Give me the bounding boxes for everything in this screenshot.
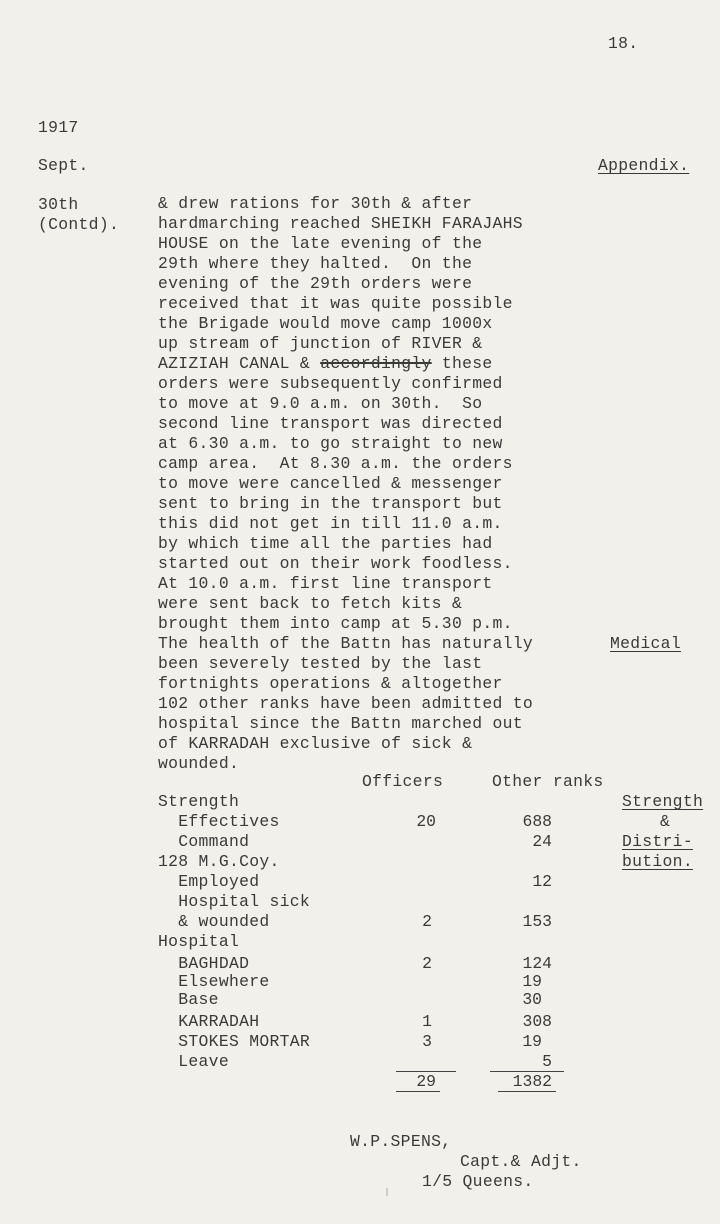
ink-mark [386,1188,388,1196]
table-cell-officers: 2 [422,954,432,973]
table-cell-other: 30 [522,990,542,1009]
table-cell-officers: 3 [422,1032,432,1051]
narrative-line-end: these [431,354,493,373]
narrative-line: The health of the Battn has naturally [158,634,534,653]
table-row-label: & wounded [158,912,270,931]
narrative-line: were sent back to fetch kits & [158,594,463,613]
margin-strength-line: bution. [622,852,693,871]
narrative-line: orders were subsequently confirmed [158,374,503,393]
table-row-label: BAGHDAD [158,954,250,973]
narrative-line: received that it was quite possible [158,294,513,313]
table-row-label: 128 M.G.Coy. [158,852,280,871]
page-number: 18. [608,34,639,53]
narrative-line: to move at 9.0 a.m. on 30th. So [158,394,483,413]
table-row-label: Leave [158,1052,229,1071]
total-other-ranks: 1382 [512,1072,552,1091]
narrative-line: at 6.30 a.m. to go straight to new [158,434,503,453]
narrative-line-struck [158,354,493,374]
narrative-line-start: AZIZIAH CANAL & [158,354,321,373]
table-row-label: Base [158,990,219,1009]
table-row-label: Employed [158,872,260,891]
narrative-line: the Brigade would move camp 1000x [158,314,493,333]
margin-strength-line: Distri- [622,832,693,851]
appendix-heading: Appendix. [598,156,690,175]
narrative-line: brought them into camp at 5.30 p.m. [158,614,513,633]
table-row-label: Command [158,832,250,851]
total-underline-other [498,1091,556,1092]
narrative-line: been severely tested by the last [158,654,483,673]
struck-word: accordingly [320,354,432,373]
signature-rank: Capt.& Adjt. [460,1152,582,1171]
narrative-line: 29th where they halted. On the [158,254,473,273]
table-cell-other: 308 [522,1012,552,1031]
narrative-line: started out on their work foodless. [158,554,513,573]
month: Sept. [38,156,89,175]
table-cell-officers: 20 [416,812,436,831]
total-officers: 29 [416,1072,436,1091]
table-cell-other: 5 [542,1052,552,1071]
narrative-line: up stream of junction of RIVER & [158,334,483,353]
year: 1917 [38,118,79,137]
table-row-label: KARRADAH [158,1012,260,1031]
table-row-label: Strength [158,792,240,811]
narrative-line: of KARRADAH exclusive of sick & [158,734,473,753]
total-underline-officers [396,1091,440,1092]
narrative-line: & drew rations for 30th & after [158,194,473,213]
table-row-label: Elsewhere [158,972,270,991]
narrative-line: evening of the 29th orders were [158,274,473,293]
date-day: 30th [38,195,79,214]
narrative-line: HOUSE on the late evening of the [158,234,483,253]
signature-unit: 1/5 Queens. [422,1172,534,1191]
narrative-line: by which time all the parties had [158,534,493,553]
narrative-line: At 10.0 a.m. first line transport [158,574,493,593]
narrative-line: camp area. At 8.30 a.m. the orders [158,454,513,473]
table-cell-other: 24 [532,832,552,851]
table-row-label: STOKES MORTAR [158,1032,311,1051]
narrative-line: fortnights operations & altogether [158,674,503,693]
table-row-label: Effectives [158,812,280,831]
column-header-other-ranks: Other ranks [492,772,604,791]
table-row-label: Hospital [158,932,240,951]
narrative-line: 102 other ranks have been admitted to [158,694,534,713]
table-cell-officers: 1 [422,1012,432,1031]
margin-strength-line: Strength [622,792,704,811]
table-cell-other: 124 [522,954,552,973]
narrative-line: to move were cancelled & messenger [158,474,503,493]
table-cell-other: 19 [522,972,542,991]
signature-name: W.P.SPENS, [350,1132,452,1151]
narrative-line: this did not get in till 11.0 a.m. [158,514,503,533]
table-cell-other: 688 [522,812,552,831]
narrative-line: second line transport was directed [158,414,503,433]
date-contd: (Contd). [38,215,120,234]
narrative-line: sent to bring in the transport but [158,494,503,513]
margin-note-medical: Medical [610,634,681,653]
table-cell-other: 12 [532,872,552,891]
margin-strength-line: & [660,812,671,831]
narrative-line: wounded. [158,754,240,773]
narrative-line: hospital since the Battn marched out [158,714,523,733]
table-row-label: Hospital sick [158,892,311,911]
table-cell-other: 153 [522,912,552,931]
narrative-line: hardmarching reached SHEIKH FARAJAHS [158,214,523,233]
table-cell-officers: 2 [422,912,432,931]
column-header-officers: Officers [362,772,444,791]
table-cell-other: 19 [522,1032,542,1051]
